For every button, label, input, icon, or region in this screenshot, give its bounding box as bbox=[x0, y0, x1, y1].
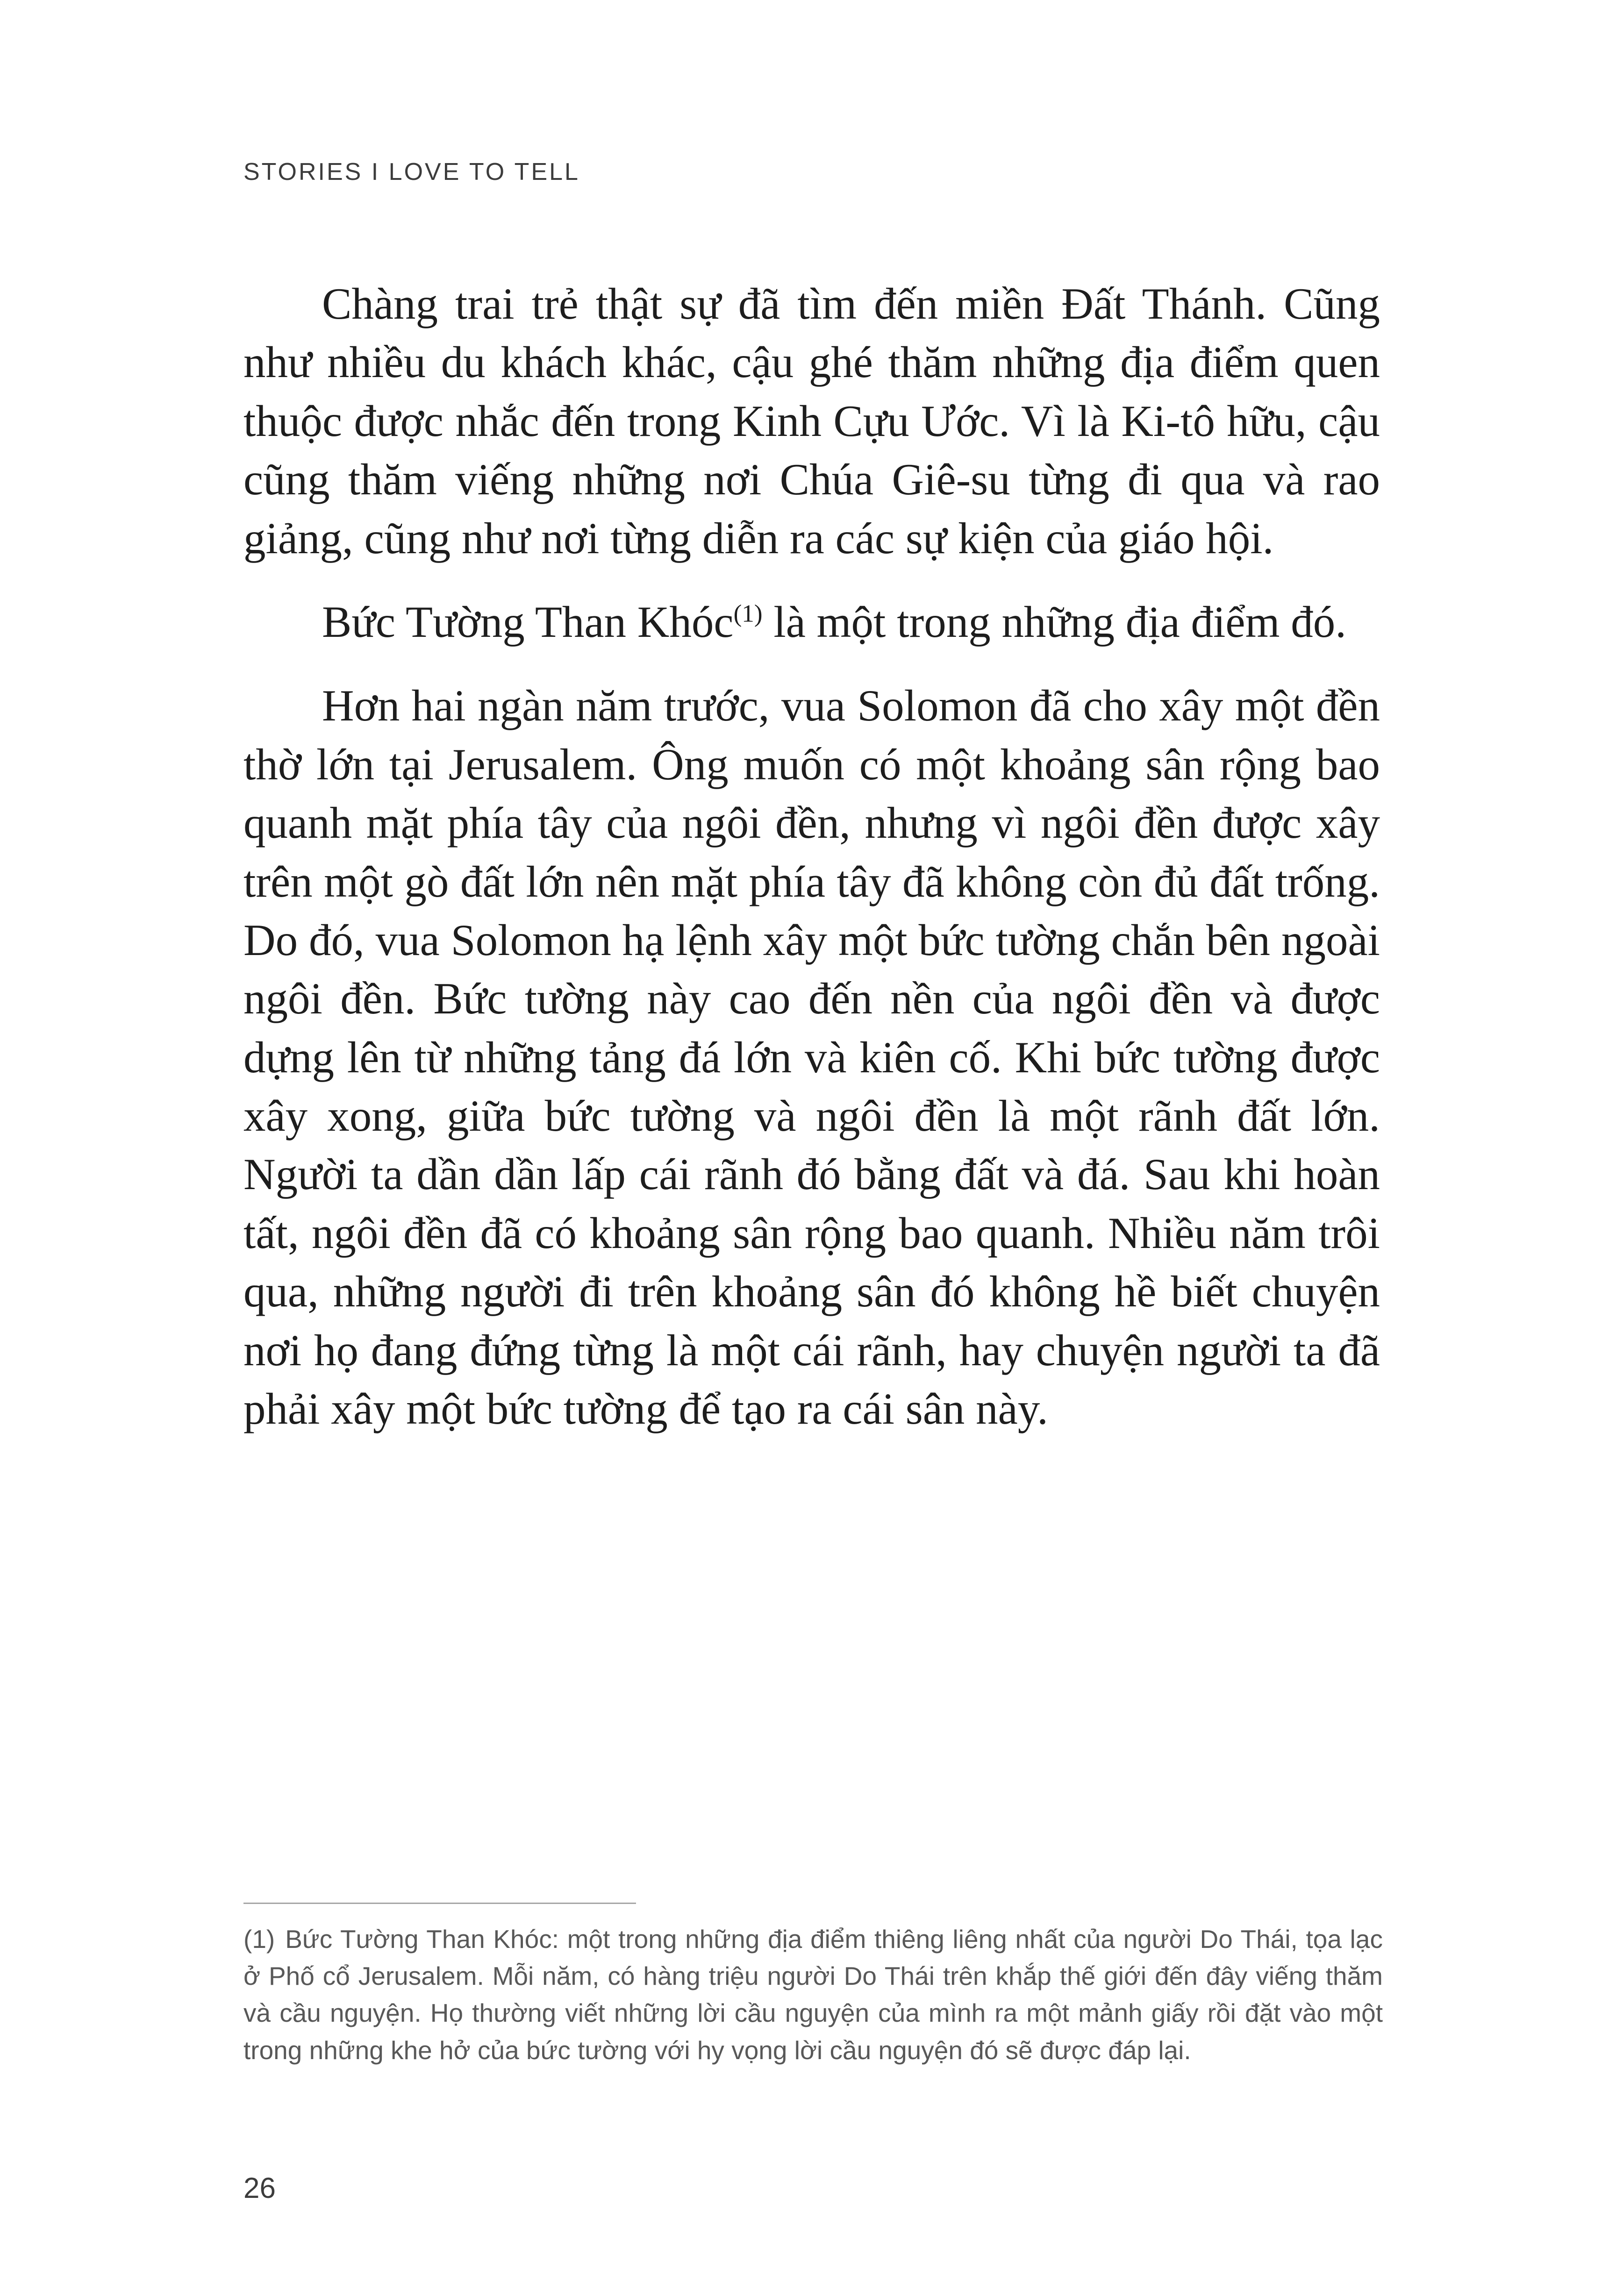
paragraph-2-text-end: là một trong những địa điểm đó. bbox=[762, 597, 1346, 647]
footnote-marker: (1) bbox=[243, 1925, 275, 1954]
footnote-divider bbox=[243, 1903, 636, 1904]
page-number: 26 bbox=[243, 2172, 276, 2204]
running-header: STORIES I LOVE TO TELL bbox=[243, 158, 580, 185]
footnote-section bbox=[243, 1903, 1383, 2069]
paragraph-1: Chàng trai trẻ thật sự đã tìm đến miền Đất Thánh. Cũng như nhiều du khách khác, cậu ghé thăm những địa điểm quen thuộc được nhắc đến trong Kinh Cựu Ước. Vì là Ki-tô hữu, cậu cũng thăm viếng những nơi Chúa Giê-su từng đi qua và rao giảng, cũng như nơi từng diễn ra các sự kiện của giáo hội. bbox=[243, 279, 1380, 563]
paragraph-2-text-start: Bức Tường Than Khóc bbox=[322, 597, 734, 647]
footnote bbox=[243, 1921, 1383, 2069]
paragraph-3: Hơn hai ngàn năm trước, vua Solomon đã cho xây một đền thờ lớn tại Jerusalem. Ông muốn có một khoảng sân rộng bao quanh mặt phía tây của ngôi đền, nhưng vì ngôi đền được xây trên một gò đất lớn nên mặt phía tây đã không còn đủ đất trống. Do đó, vua Solomon hạ lệnh xây một bức tường chắn bên ngoài ngôi đền. Bức tường này cao đến nền của ngôi đền và được dựng lên từ những tảng đá lớn và kiên cố. Khi bức tường được xây xong, giữa bức tường và ngôi đền là một rãnh đất lớn. Người ta dần dần lấp cái rãnh đó bằng đất và đá. Sau khi hoàn tất, ngôi đền đã có khoảng sân rộng bao quanh. Nhiều năm trôi qua, những người đi trên khoảng sân đó không hề biết chuyện nơi họ đang đứng từng là một cái rãnh, hay chuyện người ta đã phải xây một bức tường để tạo ra cái sân này. bbox=[243, 681, 1380, 1434]
body-text bbox=[243, 275, 1380, 1438]
footnote-reference-marker: (1) bbox=[733, 599, 763, 627]
footnote-text: Bức Tường Than Khóc: một trong những địa điểm thiêng liêng nhất của người Do Thái, tọa lạc ở Phố cổ Jerusalem. Mỗi năm, có hàng triệu người Do Thái trên khắp thế giới đến đây viếng thăm và cầu nguyện. Họ thường viết những lời cầu nguyện của mình ra một mảnh giấy rồi đặt vào một trong những khe hở của bức tường với hy vọng lời cầu nguyện đó sẽ được đáp lại. bbox=[243, 1925, 1383, 2065]
paragraph-2 bbox=[243, 593, 1380, 651]
